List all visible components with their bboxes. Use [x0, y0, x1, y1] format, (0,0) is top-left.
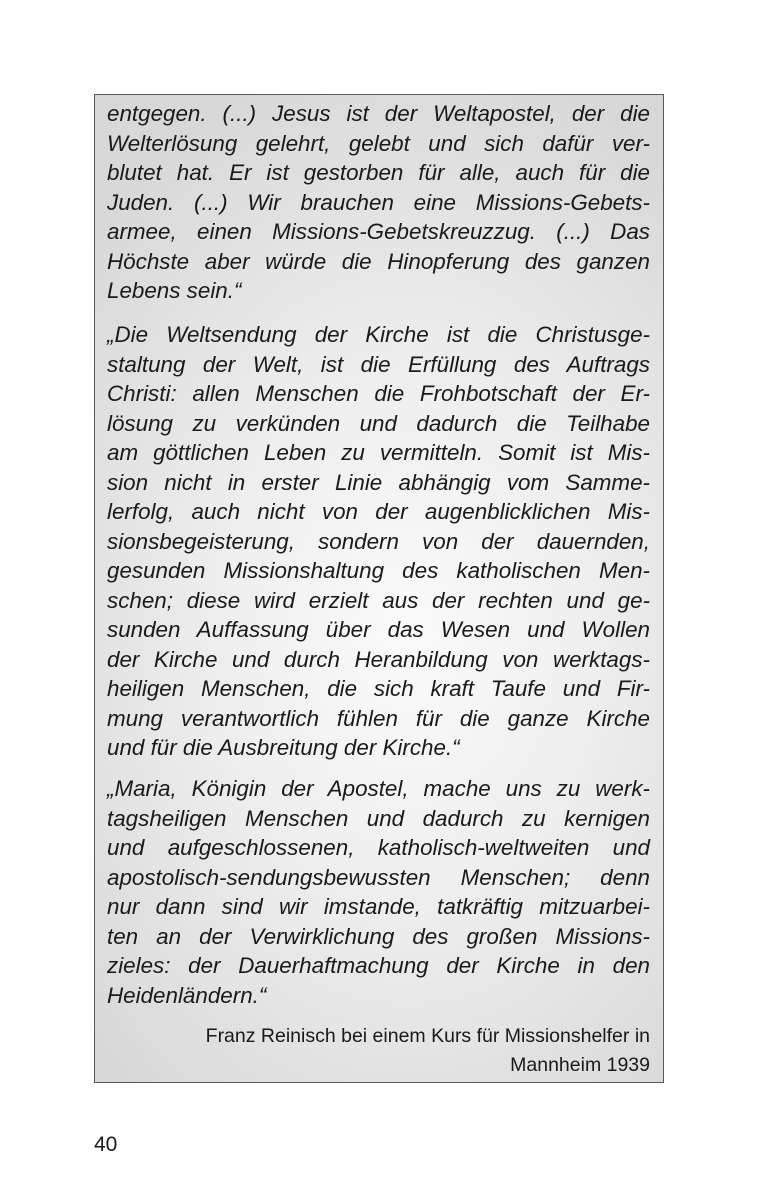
quote-paragraph-3 — [107, 774, 650, 1010]
text-line: Heidenländern.“ — [107, 982, 267, 1008]
text-line: lerfolg, auch nicht von der augenblicklichen Mis- — [107, 499, 650, 524]
text-line: tagsheiligen Menschen und dadurch zu kernigen — [107, 805, 650, 831]
text-line: sion nicht in erster Linie abhängig vom Samme- — [107, 469, 650, 495]
text-line: Christi: allen Menschen die Frohbotschaft der Er- — [107, 381, 650, 406]
text-line: sunden Auffassung über das Wesen und Wollen — [107, 617, 650, 642]
text-line: und für die Ausbreitung der Kirche.“ — [107, 735, 460, 760]
text-line: staltung der Welt, ist die Erfüllung des Auftrags — [107, 351, 650, 377]
text-line: Höchste aber würde die Hinopferung des ganzen — [107, 248, 650, 274]
text-line: sionsbegeisterung, sondern von der dauernden, — [107, 528, 650, 554]
text-line: am göttlichen Leben zu vermitteln. Somit ist Mis- — [107, 440, 650, 465]
attribution-line-2: Mannheim 1939 — [510, 1054, 650, 1076]
text-line: mung verantwortlich fühlen für die ganze Kirche — [107, 705, 650, 731]
text-line: armee, einen Missions-Gebetskreuzzug. (...) Das — [107, 219, 650, 244]
text-line: Juden. (...) Wir brauchen eine Missions-Gebets- — [107, 189, 650, 215]
text-line: der Kirche und durch Heranbildung von werktags- — [107, 646, 650, 672]
quote-paragraph-2 — [107, 320, 650, 763]
text-line: blutet hat. Er ist gestorben für alle, auch für die — [107, 160, 650, 185]
text-line: nur dann sind wir imstande, tatkräftig mitzuarbei- — [107, 894, 650, 919]
text-line: schen; diese wird erzielt aus der rechten und ge- — [107, 587, 650, 613]
quote-paragraph-1 — [107, 99, 650, 306]
text-line: gesunden Missionshaltung des katholischen Men- — [107, 558, 650, 583]
text-line: lösung zu verkünden und dadurch die Teilhabe — [107, 410, 650, 436]
page-number: 40 — [94, 1133, 118, 1156]
text-line: „Die Weltsendung der Kirche ist die Christusge- — [107, 322, 650, 347]
text-line: entgegen. (...) Jesus ist der Weltapostel, der die — [107, 101, 650, 126]
text-line: ten an der Verwirklichung des großen Missions- — [107, 923, 650, 949]
quote-attribution — [110, 1022, 650, 1080]
text-line: apostolisch-sendungsbewussten Menschen; denn — [107, 864, 650, 890]
attribution-line-1: Franz Reinisch bei einem Kurs für Missionshelfer in — [205, 1025, 650, 1047]
text-line: und aufgeschlossenen, katholisch-weltweiten und — [107, 835, 650, 860]
text-line: zieles: der Dauerhaftmachung der Kirche in den — [107, 953, 650, 978]
text-line: heiligen Menschen, die sich kraft Taufe und Fir- — [107, 676, 650, 701]
text-line: Lebens sein.“ — [107, 278, 242, 303]
text-line: Welterlösung gelehrt, gelebt und sich dafür ver- — [107, 130, 650, 156]
text-line: „Maria, Königin der Apostel, mache uns zu werk- — [107, 776, 650, 801]
